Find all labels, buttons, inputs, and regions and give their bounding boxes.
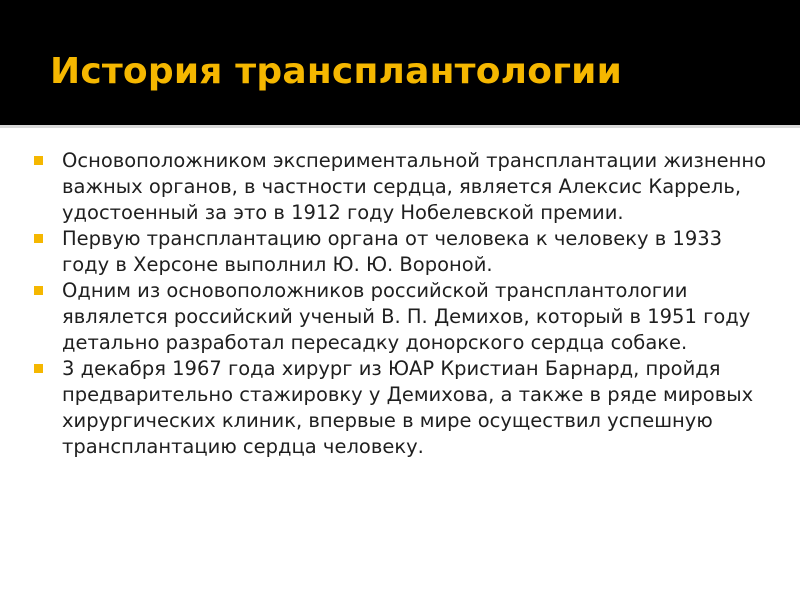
square-bullet-icon bbox=[34, 234, 43, 243]
square-bullet-icon bbox=[34, 286, 43, 295]
bullet-item bbox=[30, 226, 775, 278]
bullet-item bbox=[30, 356, 775, 460]
bullet-text: 3 декабря 1967 года хирург из ЮАР Кристиан Барнард, пройдя предварительно стажировку у Демихова, а также в ряде мировых хирургических клиник, впервые в мире осуществил успешную трансплантацию сердца человеку. bbox=[62, 357, 754, 458]
bullet-text: Одним из основоположников российской трансплантологии являлется российский ученый В. П. Демихов, который в 1951 году детально разработал пересадку донорского сердца собаке. bbox=[62, 279, 751, 354]
square-bullet-icon bbox=[34, 156, 43, 165]
bullet-item bbox=[30, 278, 775, 356]
slide-content bbox=[30, 148, 775, 460]
slide-title: История трансплантологии bbox=[50, 51, 623, 92]
bullet-list bbox=[30, 148, 775, 460]
bullet-text: Основоположником экспериментальной трансплантации жизненно важных органов, в частности сердца, является Алексис Каррель, удостоенный за это в 1912 году Нобелевской премии. bbox=[62, 149, 767, 224]
square-bullet-icon bbox=[34, 364, 43, 373]
bullet-text: Первую трансплантацию органа от человека к человеку в 1933 году в Херсоне выполнил Ю. Ю. Вороной. bbox=[62, 227, 723, 276]
title-bar bbox=[0, 0, 800, 128]
bullet-item bbox=[30, 148, 775, 226]
